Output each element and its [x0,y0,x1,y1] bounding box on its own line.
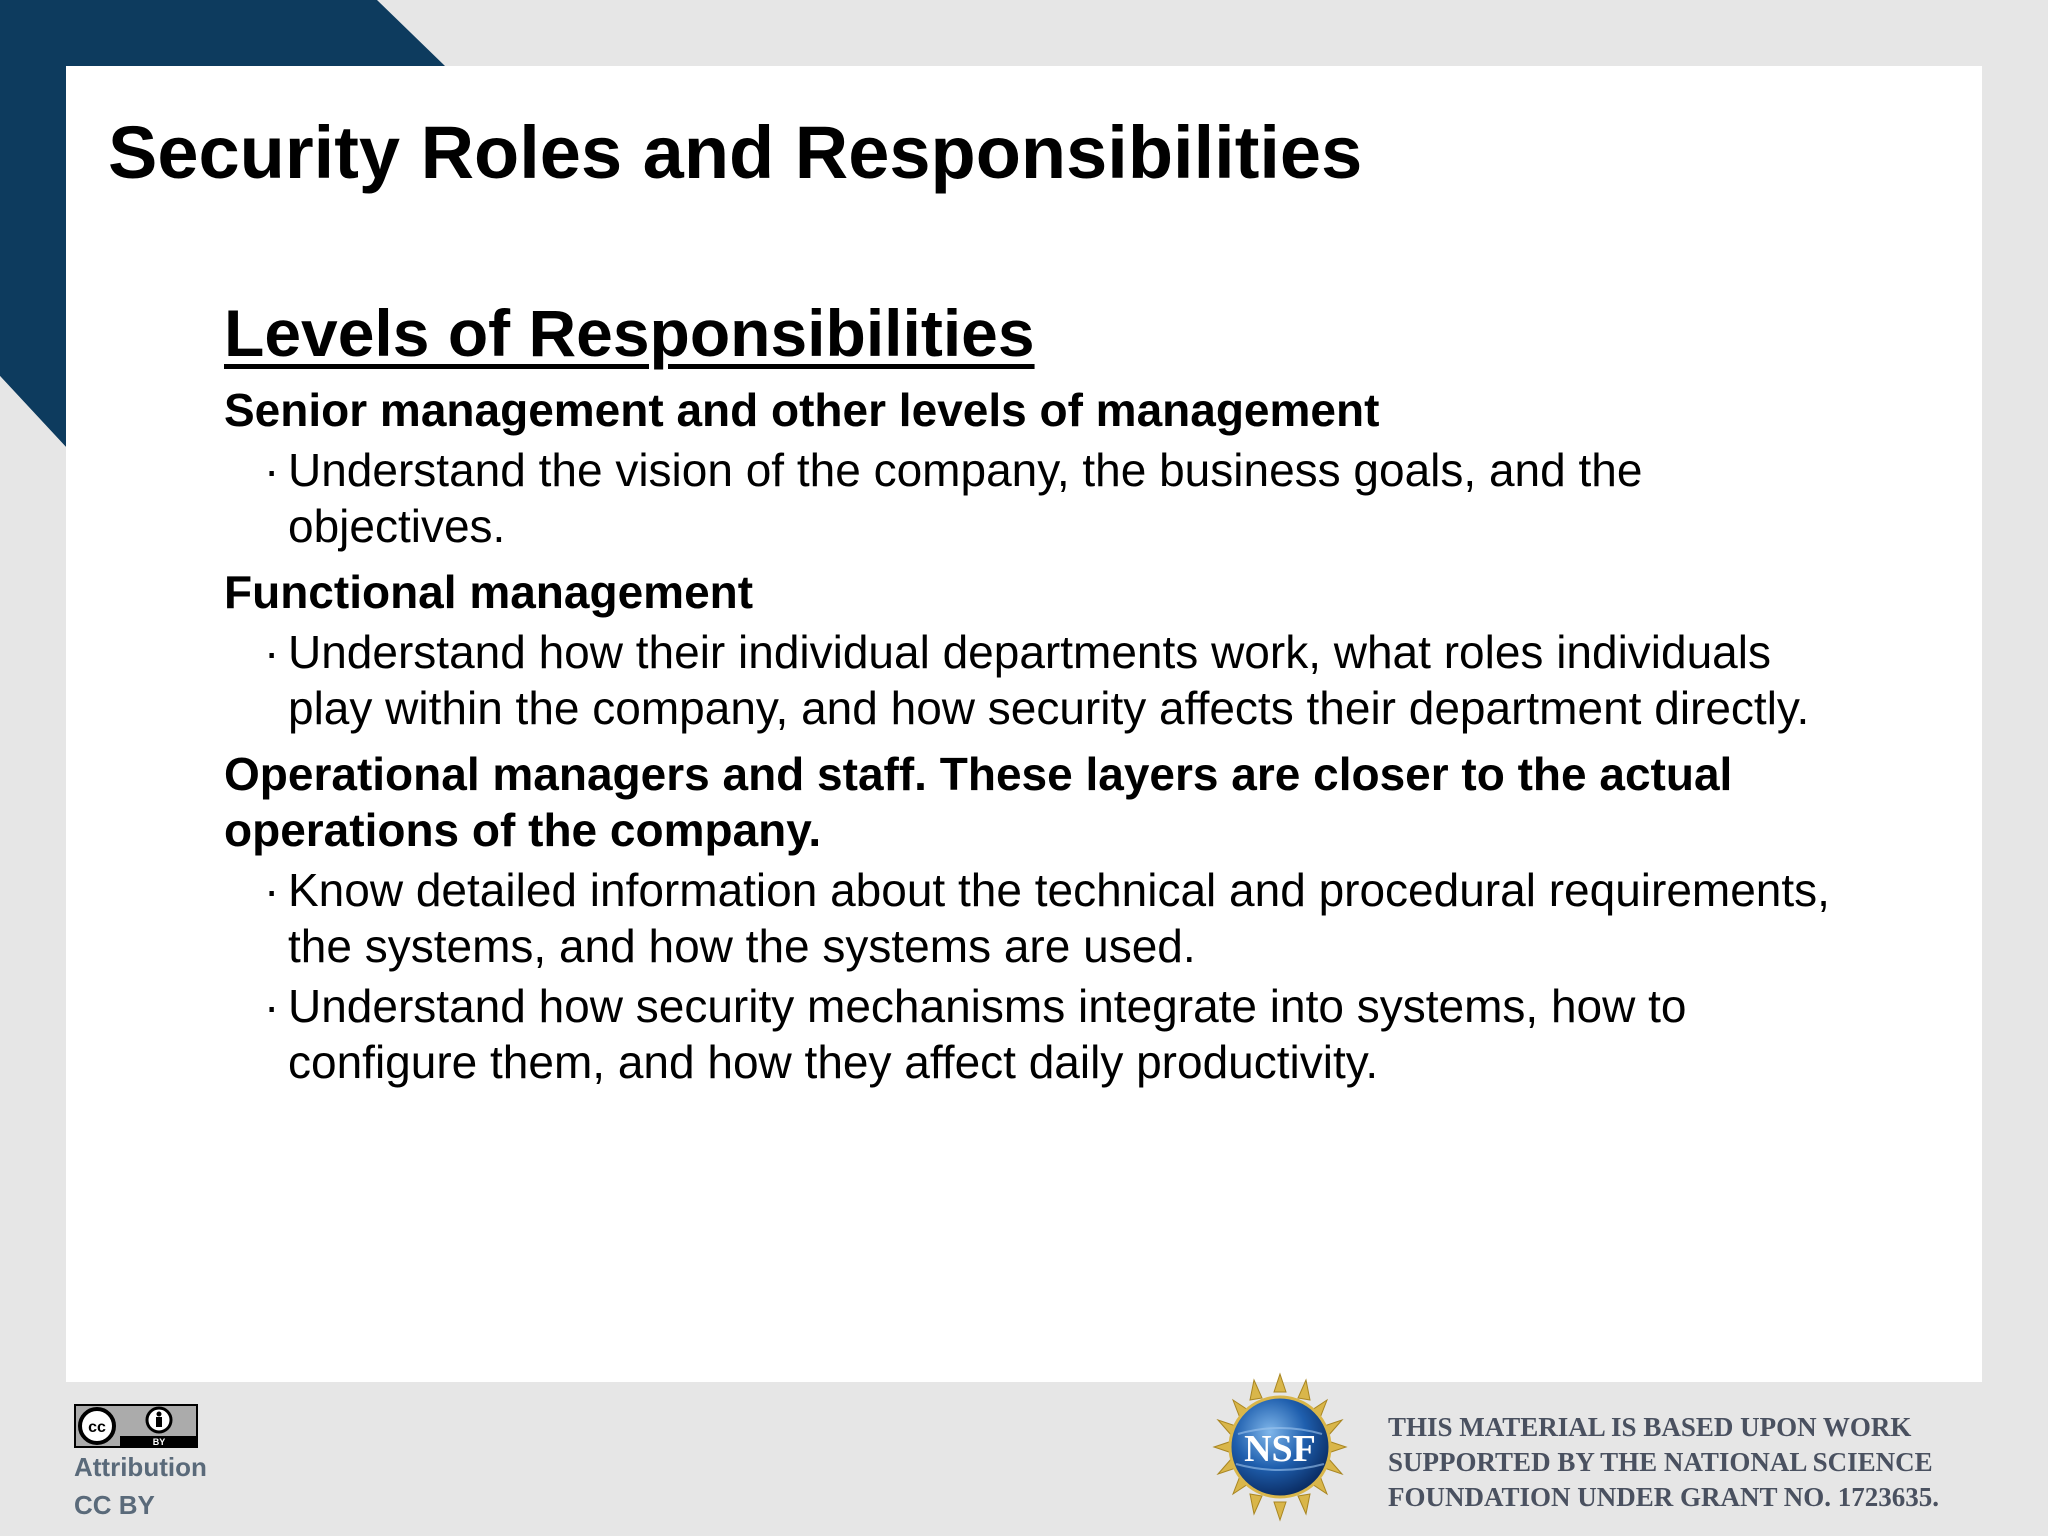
bullet-item [264,624,1864,736]
bullet-text: Understand the vision of the company, the business goals, and the objectives. [288,443,1643,552]
nsf-notice-line: SUPPORTED BY THE NATIONAL SCIENCE [1388,1447,1933,1477]
bullet-dot-icon: · [264,443,280,496]
license-block [74,1404,224,1524]
nsf-grant-notice [1388,1410,1988,1515]
nsf-logo-text: NSF [1244,1428,1316,1470]
nsf-logo-icon [1212,1372,1348,1522]
bullet-item [264,862,1864,974]
responsibility-level [224,564,1864,736]
level-title: Operational managers and staff. These layers are closer to the actual operations of the company. [224,747,1733,856]
level-title: Senior management and other levels of management [224,383,1380,436]
responsibility-level [224,746,1864,1090]
bullet-list [224,862,1864,1090]
bullet-list [224,624,1864,736]
section-heading: Levels of Responsibilities [224,296,1035,370]
bullet-dot-icon: · [264,979,280,1032]
bullet-text: Know detailed information about the technical and procedural requirements, the systems, and how the systems are used. [288,863,1830,972]
cc-by-license-icon [74,1404,198,1448]
bullet-item [264,978,1864,1090]
license-attribution: Attribution [74,1452,207,1482]
slide-content [224,296,1864,1090]
bullet-item [264,442,1864,554]
nsf-notice-line: FOUNDATION UNDER GRANT NO. 1723635. [1388,1482,1940,1512]
license-cc-by: CC BY [74,1490,155,1520]
bullet-dot-icon: · [264,863,280,916]
level-title: Functional management [224,565,754,618]
cc-badge-text: cc [88,1419,106,1436]
bullet-text: Understand how security mechanisms integrate into systems, how to configure them, and how they affect daily productivity. [288,979,1687,1088]
bullet-text: Understand how their individual departments work, what roles individuals play within the company, and how security affects their department directly. [288,625,1810,734]
nsf-notice-line: THIS MATERIAL IS BASED UPON WORK [1388,1412,1912,1442]
slide-title: Security Roles and Responsibilities [108,111,1363,194]
bullet-dot-icon: · [264,625,280,678]
responsibility-level [224,382,1864,554]
bullet-list [224,442,1864,554]
by-badge-text: BY [152,1437,166,1447]
